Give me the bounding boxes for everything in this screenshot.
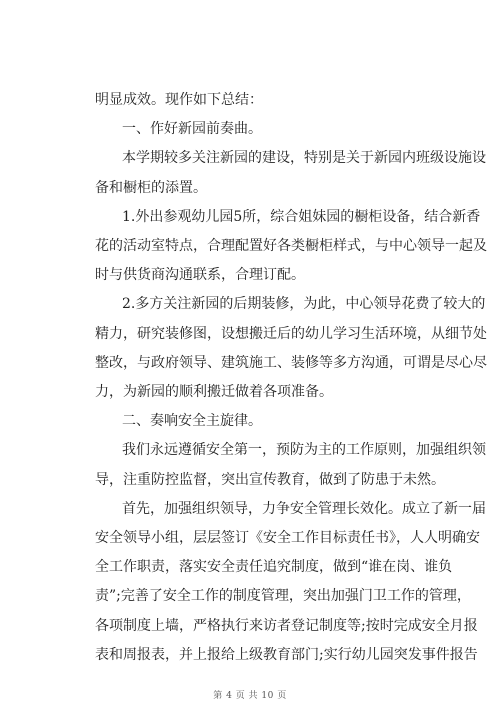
text-line-1: 明显成效。现作如下总结： [95, 92, 263, 108]
text-line-5: 1.外出参观幼儿园5所，综合姐妹园的橱柜设备，结合新香 [122, 208, 481, 225]
section-heading-1: 一、作好新园前奏曲。 [122, 121, 262, 138]
page-number-footer: 第 4 页 共 10 页 [213, 691, 287, 701]
text-line-15: 首先，加强组织领导，力争安全管理长效化。成立了新一届 [122, 500, 486, 517]
text-line-3: 本学期较多关注新园的建设，特别是关于新园内班级设施设 [122, 150, 486, 167]
text-line-13: 我们永远遵循安全第一，预防为主的工作原则，加强组织领 [122, 442, 486, 459]
text-line-19: 各项制度上墙，严格执行来访者登记制度等;按时完成安全月报 [95, 617, 478, 634]
text-line-20: 表和周报表，并上报给上级教育部门;实行幼儿园突发事件报告 [95, 646, 478, 663]
text-line-11: 力，为新园的顺利搬迁做着各项准备。 [95, 384, 333, 400]
text-line-10: 整改，与政府领导、建筑施工、装修等多方沟通，可谓是尽心尽 [95, 354, 487, 371]
text-line-4: 备和橱柜的添置。 [95, 179, 207, 196]
text-line-16: 安全领导小组，层层签订《安全工作目标责任书》，人人明确安 [95, 530, 480, 546]
section-heading-2: 二、奏响安全主旋律。 [122, 413, 262, 430]
text-line-8: 2.多方关注新园的后期装修，为此，中心领导花费了较大的 [122, 296, 486, 313]
text-line-17: 全工作职责，落实安全责任追究制度，做到“谁在岗、谁负 [95, 559, 453, 576]
text-line-14: 导，注重防控监督，突出宣传教育，做到了防患于未然。 [95, 471, 445, 488]
text-line-6: 花的活动室特点，合理配置好各类橱柜样式，与中心领导一起及 [95, 238, 487, 254]
text-line-7: 时与供货商沟通联系，合理订配。 [95, 267, 305, 284]
text-line-18: 责”;完善了安全工作的制度管理，突出加强门卫工作的管理， [95, 588, 471, 605]
text-line-9: 精力，研究装修图，设想搬迁后的幼儿学习生活环境，从细节处 [95, 325, 487, 342]
